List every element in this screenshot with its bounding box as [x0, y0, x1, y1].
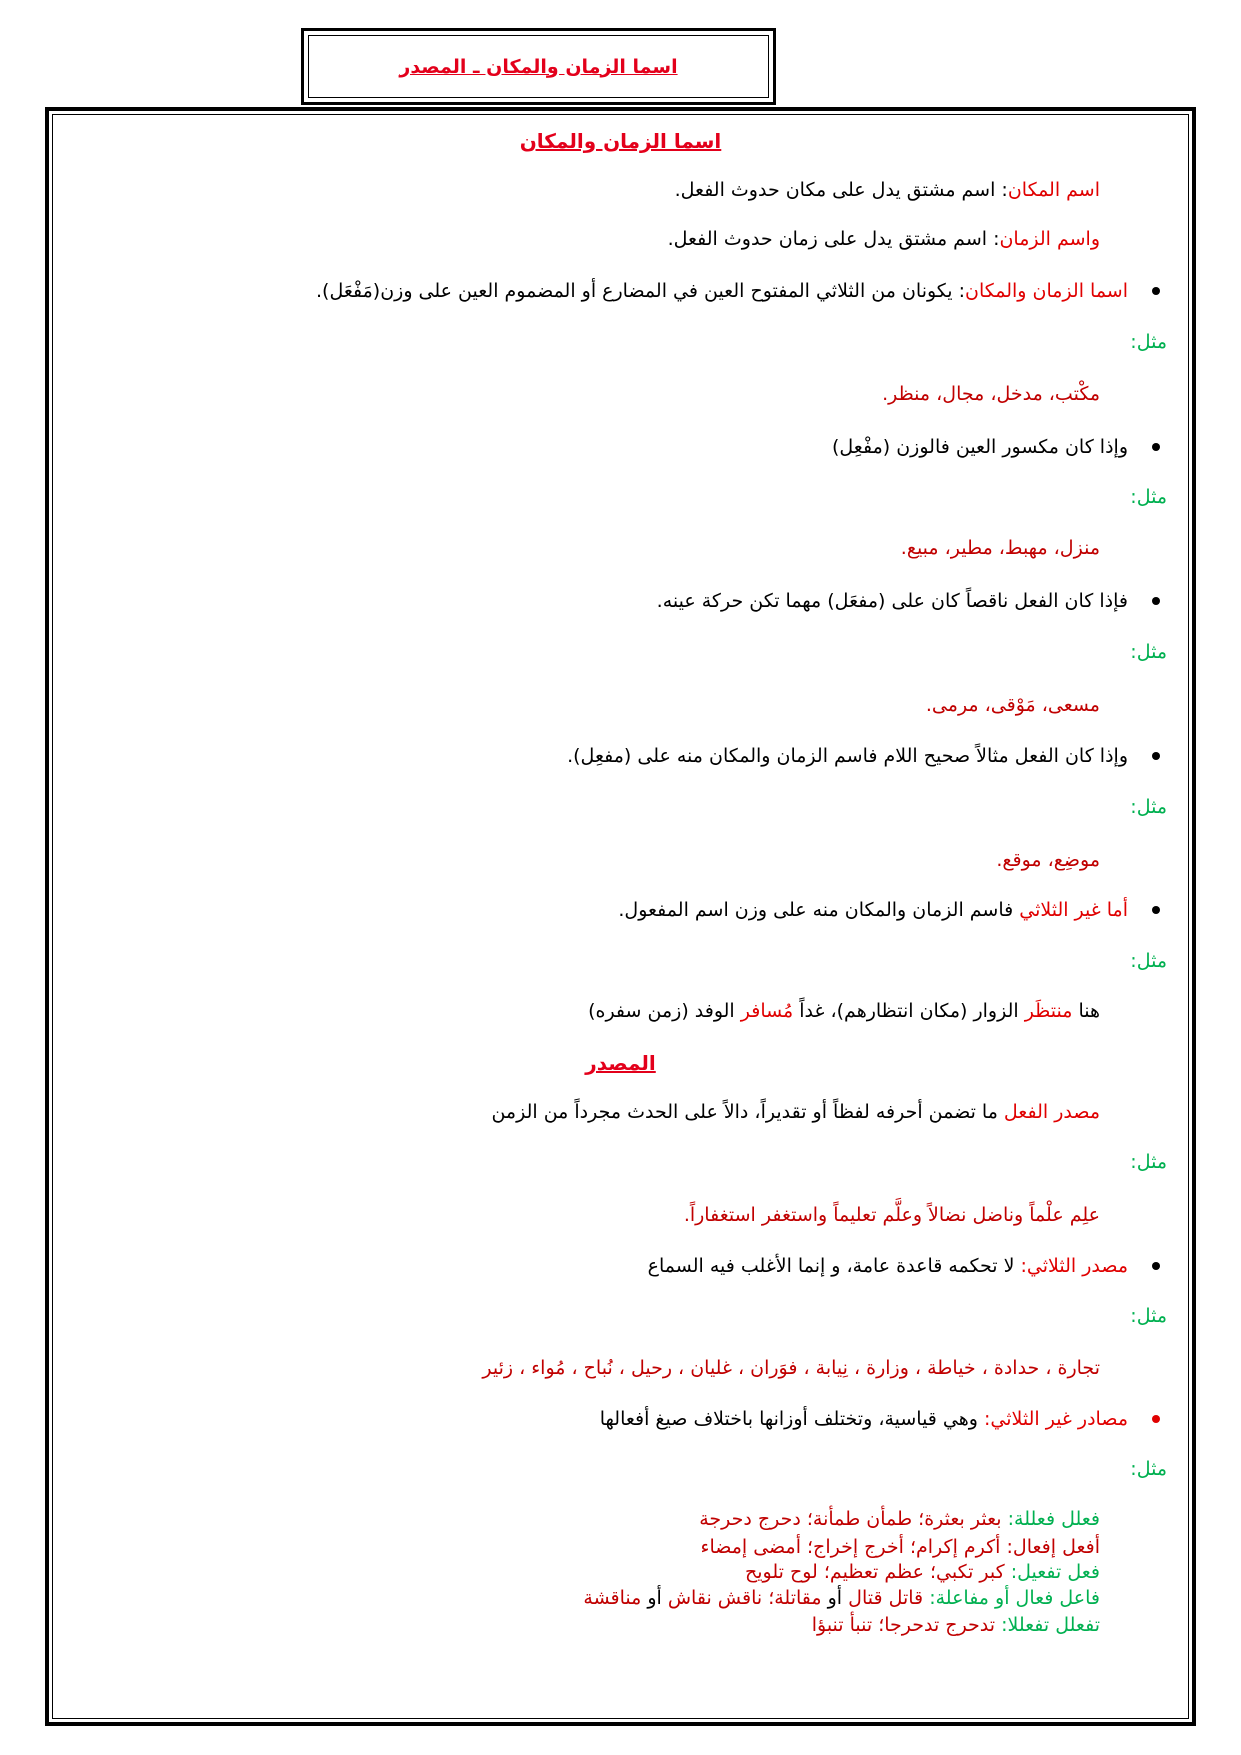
rule-label: مصادر غير الثلاثي:	[984, 1408, 1128, 1430]
example-highlight: منتظَر	[1024, 1000, 1073, 1022]
definition-label: اسم المكان	[1007, 179, 1100, 201]
bullet-icon	[1152, 1262, 1160, 1270]
title-box-inner-border	[308, 35, 769, 98]
example-line: مكْتب، مدخل، مجال، منظر.	[882, 383, 1100, 405]
bullet-icon	[1152, 906, 1160, 914]
pattern-examples: أكرم إكرام؛ أخرج إخراج؛ أمضى إمضاء	[700, 1536, 1007, 1558]
rule-text: وإذا كان الفعل مثالاً صحيح اللام فاسم الزمان والمكان منه على (مفعِل).	[567, 745, 1128, 767]
pattern-connector: أو	[821, 1587, 849, 1609]
masdar-definition	[491, 1098, 1100, 1126]
example-line: مسعى، مَوْقى، مرمى.	[925, 694, 1100, 716]
definition-label: واسم الزمان	[999, 228, 1100, 250]
example-label: مثل:	[1130, 796, 1167, 818]
section-heading-place-time: اسما الزمان والمكان	[519, 129, 722, 153]
rule-item	[657, 587, 1128, 615]
pattern-line	[745, 1559, 1100, 1585]
pattern-examples: مناقشة	[583, 1587, 642, 1609]
pattern-line	[583, 1585, 1100, 1611]
example-segment: الزوار (مكان انتظارهم)، غداً	[793, 1000, 1025, 1022]
rule-item	[648, 1252, 1128, 1280]
pattern-line	[812, 1612, 1100, 1638]
bullet-icon	[1152, 287, 1160, 295]
rule-item	[316, 277, 1128, 305]
bullet-icon	[1152, 752, 1160, 760]
rule-item	[618, 896, 1128, 924]
pattern-examples: مقاتلة؛ ناقش نقاش	[667, 1587, 822, 1609]
rule-item	[567, 742, 1128, 770]
pattern-connector: أو	[641, 1587, 668, 1609]
rule-label: اسما الزمان والمكان	[965, 280, 1128, 302]
pattern-label: فعلل فعللة:	[1007, 1508, 1100, 1530]
rule-text: وهي قياسية، وتختلف أوزانها باختلاف صيغ أفعالها	[599, 1408, 985, 1430]
example-label: مثل:	[1130, 331, 1167, 353]
example-label: مثل:	[1130, 1305, 1167, 1327]
definition-text: ما تضمن أحرفه لفظاً أو تقديراً، دالاً على الحدث مجرداً من الزمن	[491, 1101, 1004, 1123]
rule-text: فإذا كان الفعل ناقصاً كان على (مفعَل) مهما تكن حركة عينه.	[656, 590, 1128, 612]
pattern-label: أفعل إفعال:	[1006, 1536, 1100, 1558]
definition-time	[668, 225, 1100, 253]
rule-item	[600, 1405, 1128, 1433]
title-box	[301, 28, 776, 105]
bullet-icon	[1152, 597, 1160, 605]
pattern-line	[701, 1534, 1100, 1560]
pattern-line	[699, 1506, 1100, 1532]
rule-item	[832, 433, 1128, 461]
rule-text: فاسم الزمان والمكان منه على وزن اسم المفعول.	[618, 899, 1020, 921]
bullet-icon	[1152, 443, 1160, 451]
example-line	[588, 997, 1100, 1025]
example-line: علِم علْماً وناضل نضالاً وعلَّم تعليماً واستغفر استغفاراً.	[683, 1204, 1100, 1226]
definition-label: مصدر الفعل	[1003, 1101, 1100, 1123]
example-highlight: مُسافر	[740, 1000, 794, 1022]
example-segment: هنا	[1072, 1000, 1100, 1022]
definition-text: : اسم مشتق يدل على زمان حدوث الفعل.	[667, 228, 1000, 250]
rule-label: أما غير الثلاثي	[1019, 899, 1128, 921]
page-title: اسما الزمان والمكان ـ المصدر	[399, 55, 678, 78]
example-line: تجارة ، حدادة ، خياطة ، وزارة ، نِيابة ، فوَران ، غليان ، رحيل ، نُباح ، مُواء ، زئير	[482, 1357, 1100, 1379]
pattern-examples: قاتل قتال	[848, 1587, 930, 1609]
example-label: مثل:	[1130, 641, 1167, 663]
rule-text: : يكونان من الثلاثي المفتوح العين في المضارع أو المضموم العين على وزن(مَفْعَل).	[316, 280, 966, 302]
bullet-icon	[1152, 1415, 1160, 1423]
pattern-examples: كبر تكبي؛ عظم تعظيم؛ لوح تلويح	[744, 1561, 1011, 1583]
section-heading-masdar: المصدر	[585, 1051, 656, 1075]
definition-place	[675, 176, 1100, 204]
example-label: مثل:	[1130, 1151, 1167, 1173]
example-line: منزل، مهبط، مطير، مبيع.	[900, 537, 1100, 559]
example-label: مثل:	[1130, 950, 1167, 972]
rule-label: مصدر الثلاثي:	[1020, 1255, 1128, 1277]
pattern-examples: بعثر بعثرة؛ طمأن طمأنة؛ دحرج دحرجة	[699, 1508, 1008, 1530]
example-line: موضِع، موقع.	[996, 849, 1100, 871]
rule-text: وإذا كان مكسور العين فالوزن (مفْعِل)	[832, 436, 1128, 458]
pattern-label: تفعلل تفعللا:	[1001, 1614, 1100, 1636]
example-label: مثل:	[1130, 486, 1167, 508]
rule-text: لا تحكمه قاعدة عامة، و إنما الأغلب فيه السماع	[647, 1255, 1021, 1277]
example-label: مثل:	[1130, 1458, 1167, 1480]
pattern-label: فاعل فعال أو مفاعلة:	[929, 1587, 1100, 1609]
pattern-label: فعل تفعيل:	[1010, 1561, 1100, 1583]
example-segment: الوفد (زمن سفره)	[588, 1000, 741, 1022]
pattern-examples: تدحرج تدحرجا؛ تنبأ تنبؤا	[811, 1614, 1002, 1636]
definition-text: : اسم مشتق يدل على مكان حدوث الفعل.	[674, 179, 1008, 201]
